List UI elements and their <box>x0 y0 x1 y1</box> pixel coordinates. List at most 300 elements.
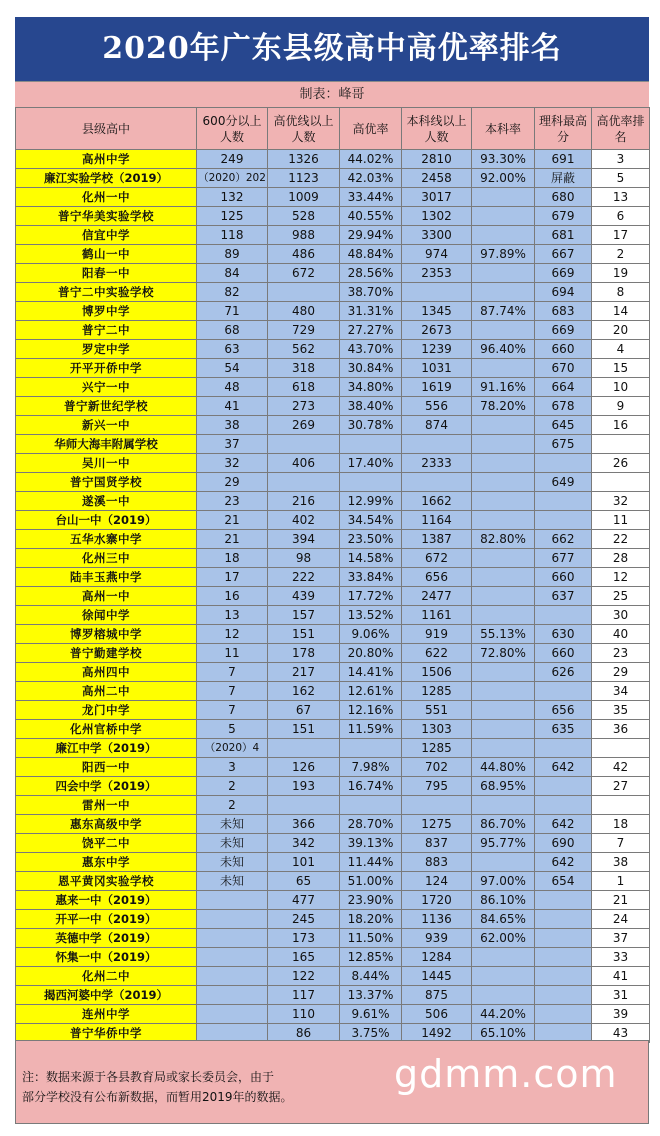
undergrad-count: 506 <box>402 1005 472 1024</box>
ranking-table <box>15 107 650 1043</box>
undergrad-count: 1445 <box>402 967 472 986</box>
undergrad-rate: 65.10% <box>472 1024 535 1043</box>
table-row <box>16 625 650 644</box>
top-score <box>535 910 592 929</box>
excellent-count: 86 <box>268 1024 340 1043</box>
count-600: 未知 <box>197 834 268 853</box>
undergrad-rate: 72.80% <box>472 644 535 663</box>
table-row <box>16 663 650 682</box>
rank: 30 <box>592 606 650 625</box>
top-score <box>535 967 592 986</box>
excellent-count: 439 <box>268 587 340 606</box>
table-row <box>16 606 650 625</box>
count-600: 3 <box>197 758 268 777</box>
rank: 36 <box>592 720 650 739</box>
rank: 33 <box>592 948 650 967</box>
table-row <box>16 1005 650 1024</box>
rank: 27 <box>592 777 650 796</box>
excellent-rate: 29.94% <box>340 226 402 245</box>
undergrad-count: 2458 <box>402 169 472 188</box>
count-600: 2 <box>197 777 268 796</box>
excellent-count: 528 <box>268 207 340 226</box>
top-score: 677 <box>535 549 592 568</box>
school-name: 饶平二中 <box>16 834 197 853</box>
undergrad-count: 1345 <box>402 302 472 321</box>
excellent-count: 65 <box>268 872 340 891</box>
rank: 43 <box>592 1024 650 1043</box>
undergrad-count: 702 <box>402 758 472 777</box>
undergrad-rate: 87.74% <box>472 302 535 321</box>
table-row <box>16 967 650 986</box>
undergrad-rate: 68.95% <box>472 777 535 796</box>
undergrad-rate <box>472 739 535 758</box>
excellent-count: 618 <box>268 378 340 397</box>
count-600: 12 <box>197 625 268 644</box>
undergrad-count: 1662 <box>402 492 472 511</box>
excellent-rate: 12.85% <box>340 948 402 967</box>
count-600: 68 <box>197 321 268 340</box>
table-row <box>16 739 650 758</box>
excellent-count: 988 <box>268 226 340 245</box>
top-score <box>535 682 592 701</box>
count-600: 84 <box>197 264 268 283</box>
undergrad-count: 795 <box>402 777 472 796</box>
excellent-rate: 17.72% <box>340 587 402 606</box>
undergrad-rate <box>472 796 535 815</box>
undergrad-rate <box>472 701 535 720</box>
school-name: 普宁新世纪学校 <box>16 397 197 416</box>
rank: 11 <box>592 511 650 530</box>
excellent-count: 406 <box>268 454 340 473</box>
table-row <box>16 473 650 492</box>
school-name: 揭西河婆中学（2019） <box>16 986 197 1005</box>
excellent-rate: 9.06% <box>340 625 402 644</box>
top-score: 675 <box>535 435 592 454</box>
school-name: 陆丰玉燕中学 <box>16 568 197 587</box>
undergrad-count <box>402 283 472 302</box>
school-name: 高州一中 <box>16 587 197 606</box>
top-score: 屏蔽 <box>535 169 592 188</box>
count-600: 118 <box>197 226 268 245</box>
excellent-count: 165 <box>268 948 340 967</box>
table-row <box>16 720 650 739</box>
rank: 12 <box>592 568 650 587</box>
undergrad-rate: 78.20% <box>472 397 535 416</box>
table-row <box>16 511 650 530</box>
school-name: 英德中学（2019） <box>16 929 197 948</box>
top-score: 667 <box>535 245 592 264</box>
rank <box>592 435 650 454</box>
undergrad-rate <box>472 226 535 245</box>
undergrad-count: 2353 <box>402 264 472 283</box>
count-600: 7 <box>197 701 268 720</box>
excellent-count: 402 <box>268 511 340 530</box>
rank: 15 <box>592 359 650 378</box>
undergrad-rate <box>472 359 535 378</box>
undergrad-rate: 96.40% <box>472 340 535 359</box>
rank: 26 <box>592 454 650 473</box>
school-name: 普宁二中 <box>16 321 197 340</box>
school-name: 连州中学 <box>16 1005 197 1024</box>
count-600: 7 <box>197 682 268 701</box>
table-row <box>16 207 650 226</box>
excellent-rate: 38.40% <box>340 397 402 416</box>
table-row <box>16 530 650 549</box>
school-name: 兴宁一中 <box>16 378 197 397</box>
top-score: 678 <box>535 397 592 416</box>
rank: 4 <box>592 340 650 359</box>
excellent-count: 217 <box>268 663 340 682</box>
rank: 8 <box>592 283 650 302</box>
top-score: 679 <box>535 207 592 226</box>
excellent-count: 222 <box>268 568 340 587</box>
count-600: 13 <box>197 606 268 625</box>
count-600: （2020）4 <box>197 739 268 758</box>
table-row <box>16 454 650 473</box>
undergrad-count: 875 <box>402 986 472 1005</box>
excellent-rate: 38.70% <box>340 283 402 302</box>
table-row <box>16 644 650 663</box>
excellent-rate: 39.13% <box>340 834 402 853</box>
excellent-rate: 42.03% <box>340 169 402 188</box>
undergrad-rate <box>472 682 535 701</box>
school-name: 高州中学 <box>16 150 197 169</box>
table-row <box>16 587 650 606</box>
top-score: 637 <box>535 587 592 606</box>
table-row <box>16 549 650 568</box>
excellent-rate: 43.70% <box>340 340 402 359</box>
excellent-count: 178 <box>268 644 340 663</box>
undergrad-count: 1275 <box>402 815 472 834</box>
undergrad-rate <box>472 473 535 492</box>
count-600: 17 <box>197 568 268 587</box>
rank: 35 <box>592 701 650 720</box>
undergrad-rate <box>472 986 535 1005</box>
excellent-rate: 33.84% <box>340 568 402 587</box>
school-name: 普宁国贤学校 <box>16 473 197 492</box>
table-row <box>16 340 650 359</box>
school-name: 华师大海丰附属学校 <box>16 435 197 454</box>
rank: 23 <box>592 644 650 663</box>
top-score: 645 <box>535 416 592 435</box>
undergrad-count: 556 <box>402 397 472 416</box>
undergrad-rate <box>472 454 535 473</box>
top-score: 654 <box>535 872 592 891</box>
undergrad-count: 1506 <box>402 663 472 682</box>
school-name: 化州官桥中学 <box>16 720 197 739</box>
excellent-count <box>268 473 340 492</box>
school-name: 四会中学（2019） <box>16 777 197 796</box>
rank: 7 <box>592 834 650 853</box>
school-name: 化州三中 <box>16 549 197 568</box>
undergrad-count: 1492 <box>402 1024 472 1043</box>
table-row <box>16 682 650 701</box>
undergrad-count: 1619 <box>402 378 472 397</box>
school-name: 恩平黄冈实验学校 <box>16 872 197 891</box>
count-600: 5 <box>197 720 268 739</box>
school-name: 鹤山一中 <box>16 245 197 264</box>
undergrad-rate <box>472 188 535 207</box>
rank: 37 <box>592 929 650 948</box>
count-600: 89 <box>197 245 268 264</box>
table-row <box>16 150 650 169</box>
count-600: 132 <box>197 188 268 207</box>
undergrad-rate: 95.77% <box>472 834 535 853</box>
school-name: 阳西一中 <box>16 758 197 777</box>
school-name: 化州二中 <box>16 967 197 986</box>
school-name: 博罗中学 <box>16 302 197 321</box>
excellent-rate: 11.50% <box>340 929 402 948</box>
count-600 <box>197 929 268 948</box>
excellent-count: 216 <box>268 492 340 511</box>
undergrad-count: 1720 <box>402 891 472 910</box>
rank: 19 <box>592 264 650 283</box>
undergrad-count: 1303 <box>402 720 472 739</box>
excellent-rate: 44.02% <box>340 150 402 169</box>
excellent-rate: 28.56% <box>340 264 402 283</box>
page-title: 2020年广东县级高中高优率排名 <box>15 17 649 81</box>
excellent-count: 486 <box>268 245 340 264</box>
table-row <box>16 701 650 720</box>
ranking-sheet <box>4 4 656 1132</box>
undergrad-rate: 93.30% <box>472 150 535 169</box>
top-score: 670 <box>535 359 592 378</box>
count-600: 18 <box>197 549 268 568</box>
top-score <box>535 739 592 758</box>
header-row <box>16 108 650 150</box>
excellent-count: 1326 <box>268 150 340 169</box>
excellent-count: 1009 <box>268 188 340 207</box>
undergrad-rate <box>472 853 535 872</box>
rank: 1 <box>592 872 650 891</box>
rank: 14 <box>592 302 650 321</box>
top-score <box>535 929 592 948</box>
excellent-rate: 28.70% <box>340 815 402 834</box>
excellent-count: 273 <box>268 397 340 416</box>
excellent-rate: 12.99% <box>340 492 402 511</box>
school-name: 新兴一中 <box>16 416 197 435</box>
rank: 10 <box>592 378 650 397</box>
rank: 17 <box>592 226 650 245</box>
count-600 <box>197 948 268 967</box>
watermark: gdmm.com <box>394 1052 618 1096</box>
header-top-score: 理科最高分 <box>535 108 592 150</box>
undergrad-count: 1161 <box>402 606 472 625</box>
table-row <box>16 188 650 207</box>
excellent-count: 122 <box>268 967 340 986</box>
undergrad-rate <box>472 549 535 568</box>
rank: 24 <box>592 910 650 929</box>
count-600: 71 <box>197 302 268 321</box>
undergrad-rate: 86.70% <box>472 815 535 834</box>
undergrad-count: 2810 <box>402 150 472 169</box>
rank: 3 <box>592 150 650 169</box>
undergrad-rate <box>472 321 535 340</box>
undergrad-rate <box>472 435 535 454</box>
school-name: 高州二中 <box>16 682 197 701</box>
school-name: 怀集一中（2019） <box>16 948 197 967</box>
undergrad-count: 2673 <box>402 321 472 340</box>
excellent-count: 394 <box>268 530 340 549</box>
count-600: 29 <box>197 473 268 492</box>
top-score: 694 <box>535 283 592 302</box>
school-name: 开平一中（2019） <box>16 910 197 929</box>
undergrad-count: 1164 <box>402 511 472 530</box>
undergrad-rate <box>472 606 535 625</box>
footnote-text: 注：数据来源于各县教育局或家长委员会，由于 部分学校没有公布新数据，而暂用2019年的数据。 <box>22 1070 293 1104</box>
top-score <box>535 777 592 796</box>
school-name: 廉江实验学校（2019） <box>16 169 197 188</box>
excellent-rate <box>340 473 402 492</box>
top-score <box>535 492 592 511</box>
undergrad-rate <box>472 568 535 587</box>
table-row <box>16 169 650 188</box>
table-row <box>16 283 650 302</box>
school-name: 遂溪一中 <box>16 492 197 511</box>
table-row <box>16 321 650 340</box>
excellent-rate: 23.90% <box>340 891 402 910</box>
excellent-rate: 51.00% <box>340 872 402 891</box>
table-row <box>16 891 650 910</box>
excellent-rate: 14.58% <box>340 549 402 568</box>
school-name: 台山一中（2019） <box>16 511 197 530</box>
top-score <box>535 1005 592 1024</box>
undergrad-count: 974 <box>402 245 472 264</box>
top-score: 642 <box>535 815 592 834</box>
undergrad-rate <box>472 720 535 739</box>
undergrad-rate: 97.89% <box>472 245 535 264</box>
rank: 6 <box>592 207 650 226</box>
undergrad-rate <box>472 264 535 283</box>
undergrad-rate <box>472 967 535 986</box>
rank: 2 <box>592 245 650 264</box>
count-600: 16 <box>197 587 268 606</box>
excellent-rate: 9.61% <box>340 1005 402 1024</box>
rank: 5 <box>592 169 650 188</box>
top-score: 660 <box>535 340 592 359</box>
excellent-rate: 18.20% <box>340 910 402 929</box>
excellent-count: 101 <box>268 853 340 872</box>
count-600: 21 <box>197 511 268 530</box>
top-score: 660 <box>535 568 592 587</box>
top-score: 649 <box>535 473 592 492</box>
excellent-count: 342 <box>268 834 340 853</box>
undergrad-count: 2477 <box>402 587 472 606</box>
header-rank: 高优率排名 <box>592 108 650 150</box>
school-name: 普宁勤建学校 <box>16 644 197 663</box>
excellent-rate: 31.31% <box>340 302 402 321</box>
undergrad-count: 883 <box>402 853 472 872</box>
undergrad-rate <box>472 948 535 967</box>
count-600: 41 <box>197 397 268 416</box>
excellent-rate <box>340 796 402 815</box>
undergrad-rate: 92.00% <box>472 169 535 188</box>
excellent-count: 269 <box>268 416 340 435</box>
top-score: 635 <box>535 720 592 739</box>
count-600: 82 <box>197 283 268 302</box>
school-name: 廉江中学（2019） <box>16 739 197 758</box>
count-600: 11 <box>197 644 268 663</box>
school-name: 惠东中学 <box>16 853 197 872</box>
undergrad-rate <box>472 511 535 530</box>
undergrad-count: 124 <box>402 872 472 891</box>
header-excellent-rate: 高优率 <box>340 108 402 150</box>
school-name: 普宁二中实验学校 <box>16 283 197 302</box>
excellent-rate: 14.41% <box>340 663 402 682</box>
table-row <box>16 397 650 416</box>
undergrad-rate: 97.00% <box>472 872 535 891</box>
school-name: 惠来一中（2019） <box>16 891 197 910</box>
rank <box>592 473 650 492</box>
undergrad-count: 3017 <box>402 188 472 207</box>
undergrad-rate: 82.80% <box>472 530 535 549</box>
count-600: 未知 <box>197 815 268 834</box>
undergrad-count: 3300 <box>402 226 472 245</box>
undergrad-rate: 86.10% <box>472 891 535 910</box>
top-score: 642 <box>535 853 592 872</box>
excellent-count: 98 <box>268 549 340 568</box>
rank: 9 <box>592 397 650 416</box>
excellent-rate: 23.50% <box>340 530 402 549</box>
rank: 18 <box>592 815 650 834</box>
rank: 39 <box>592 1005 650 1024</box>
table-row <box>16 986 650 1005</box>
excellent-rate: 8.44% <box>340 967 402 986</box>
excellent-count: 245 <box>268 910 340 929</box>
table-row <box>16 302 650 321</box>
count-600: 未知 <box>197 872 268 891</box>
excellent-rate: 27.27% <box>340 321 402 340</box>
header-undergrad-rate: 本科率 <box>472 108 535 150</box>
undergrad-rate <box>472 663 535 682</box>
school-name: 雷州一中 <box>16 796 197 815</box>
count-600 <box>197 910 268 929</box>
undergrad-rate <box>472 587 535 606</box>
table-row <box>16 758 650 777</box>
count-600: 2 <box>197 796 268 815</box>
table-row <box>16 872 650 891</box>
top-score <box>535 454 592 473</box>
count-600: 54 <box>197 359 268 378</box>
rank: 42 <box>592 758 650 777</box>
excellent-count: 729 <box>268 321 340 340</box>
undergrad-count: 1239 <box>402 340 472 359</box>
excellent-count: 126 <box>268 758 340 777</box>
rank: 40 <box>592 625 650 644</box>
excellent-rate: 3.75% <box>340 1024 402 1043</box>
school-name: 高州四中 <box>16 663 197 682</box>
undergrad-count: 1284 <box>402 948 472 967</box>
rank: 16 <box>592 416 650 435</box>
excellent-rate: 30.78% <box>340 416 402 435</box>
undergrad-rate: 62.00% <box>472 929 535 948</box>
school-name: 阳春一中 <box>16 264 197 283</box>
school-name: 吴川一中 <box>16 454 197 473</box>
count-600: （2020）202 <box>197 169 268 188</box>
excellent-count: 110 <box>268 1005 340 1024</box>
top-score: 662 <box>535 530 592 549</box>
school-name: 信宜中学 <box>16 226 197 245</box>
undergrad-count <box>402 473 472 492</box>
table-row <box>16 910 650 929</box>
rank <box>592 739 650 758</box>
school-name: 龙门中学 <box>16 701 197 720</box>
excellent-count: 366 <box>268 815 340 834</box>
excellent-count: 67 <box>268 701 340 720</box>
count-600: 7 <box>197 663 268 682</box>
excellent-count: 318 <box>268 359 340 378</box>
table-row <box>16 416 650 435</box>
